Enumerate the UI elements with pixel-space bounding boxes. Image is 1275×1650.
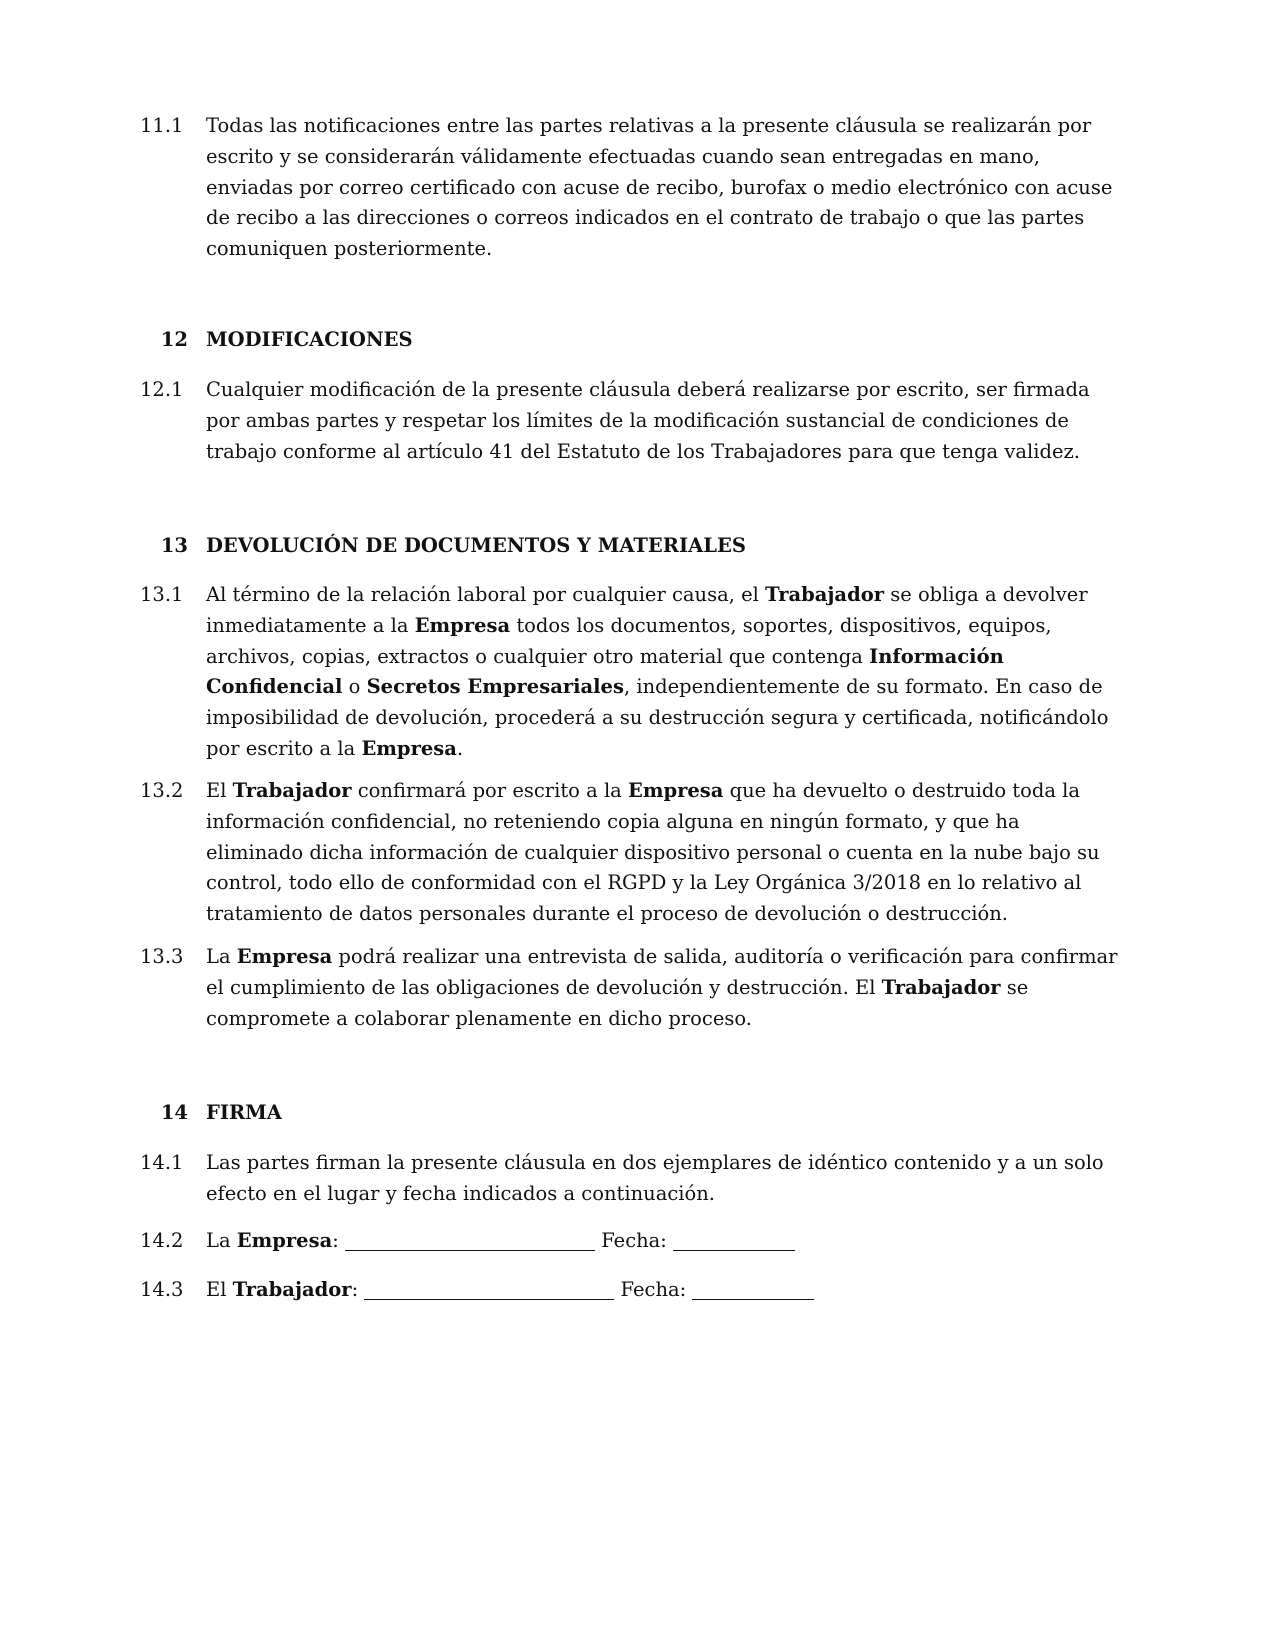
text-run: :	[351, 1278, 365, 1301]
date-blank[interactable]	[673, 1230, 795, 1251]
clause-number: 13.3	[140, 945, 184, 968]
clause-text	[206, 776, 1120, 930]
section-heading-13	[140, 531, 1120, 562]
clause-13-2	[140, 776, 1120, 930]
clause-12-1	[140, 375, 1120, 467]
text-run: confirmará por escrito a la	[351, 779, 628, 802]
section-title: MODIFICACIONES	[206, 328, 413, 351]
section-title: DEVOLUCIÓN DE DOCUMENTOS Y MATERIALES	[206, 534, 746, 557]
clause-13-1	[140, 580, 1120, 765]
clause-text: Todas las notificaciones entre las partes relativas a la presente cláusula se realizarán por escrito y se considerarán válidamente efectuadas cuando sean entregadas en mano, enviadas por correo certificado con acuse de recibo, burofax o medio electrónico con acuse de recibo a las direcciones o correos indicados en el contrato de trabajo o que las partes comuniquen posteriormente.	[206, 114, 1113, 261]
defined-term: Trabajador	[881, 975, 1001, 999]
clause-13-3	[140, 942, 1120, 1034]
section-number: 13	[160, 534, 188, 557]
date-label: Fecha:	[614, 1278, 693, 1301]
clause-number: 14.1	[140, 1151, 184, 1174]
clause-11-1	[140, 111, 1120, 265]
signature-blank[interactable]	[345, 1230, 595, 1251]
text-run: podrá realizar una entrevista de salida, auditoría o verificación para confirmar el cumplimiento de las obligaciones de devolución y destrucción. El	[206, 945, 1118, 999]
section-title: FIRMA	[206, 1101, 282, 1124]
defined-term: Empresa	[361, 736, 457, 760]
clause-14-2	[140, 1226, 1120, 1257]
text-run: todos los documentos, soportes, dispositivos, equipos, archivos, copias, extractos o cualquier otro material que contenga	[206, 613, 1052, 668]
date-blank[interactable]	[692, 1279, 814, 1300]
section-heading-14	[140, 1098, 1120, 1129]
clause-number: 12.1	[140, 378, 184, 401]
clause-14-3	[140, 1275, 1120, 1306]
defined-term: Empresa	[414, 613, 511, 637]
text-run: se obliga a devolver inmediatamente a la	[206, 583, 1088, 637]
text-run: La	[206, 1229, 237, 1252]
section-heading-12	[140, 325, 1120, 356]
defined-term: Información Confidencial	[206, 644, 1004, 699]
clause-number: 11.1	[140, 114, 184, 137]
text-run: La	[206, 945, 237, 968]
clause-number: 13.2	[140, 779, 184, 802]
text-run: o	[342, 675, 367, 699]
text-run: .	[456, 736, 464, 760]
defined-term: Trabajador	[232, 1278, 352, 1301]
section-number: 12	[160, 328, 188, 351]
defined-term: Trabajador	[232, 779, 352, 802]
text-run: Al término de la relación laboral por cualquier causa, el	[206, 583, 766, 606]
defined-term: Empresa	[236, 945, 333, 968]
section-number: 14	[160, 1101, 188, 1124]
clause-number: 14.3	[140, 1278, 184, 1301]
text-run: se compromete a colaborar plenamente en dicho proceso.	[206, 975, 1029, 1030]
text-run: que ha devuelto o destruido toda la información confidencial, no reteniendo copia alguna en ningún formato, y que ha eliminado dicha información de cualquier dispositivo personal o cuenta en la nube bajo su control, todo ello de conformidad con el RGPD y la Ley Orgánica 3/2018 en lo relativo al tratamiento de datos personales durante el proceso de devolución o destrucción.	[206, 779, 1100, 926]
clause-number: 14.2	[140, 1229, 184, 1252]
signature-line-empresa	[206, 1226, 1120, 1257]
clause-number: 13.1	[140, 583, 184, 606]
signature-blank[interactable]	[364, 1279, 614, 1300]
clause-text	[206, 942, 1120, 1034]
date-label: Fecha:	[595, 1229, 674, 1252]
defined-term: Empresa	[628, 779, 724, 802]
defined-term: Trabajador	[765, 583, 884, 606]
defined-term: Empresa	[236, 1229, 333, 1252]
text-run: :	[332, 1229, 345, 1252]
defined-term: Secretos Empresariales	[366, 675, 624, 699]
text-run: , independientemente de su formato. En caso de imposibilidad de devolución, procederá a su destrucción segura y certificada, notificándolo por escrito a la	[206, 675, 1109, 760]
signature-line-trabajador	[206, 1275, 1120, 1306]
clause-14-1	[140, 1148, 1120, 1210]
clause-text	[206, 580, 1120, 765]
clause-text: Las partes firman la presente cláusula en dos ejemplares de idéntico contenido y a un solo efecto en el lugar y fecha indicados a continuación.	[206, 1151, 1104, 1205]
text-run: El	[206, 1278, 233, 1301]
clause-text: Cualquier modificación de la presente cláusula deberá realizarse por escrito, ser firmada por ambas partes y respetar los límites de la modificación sustancial de condiciones de trabajo conforme al artículo 41 del Estatuto de los Trabajadores para que tenga validez.	[206, 378, 1090, 463]
text-run: El	[206, 779, 233, 802]
